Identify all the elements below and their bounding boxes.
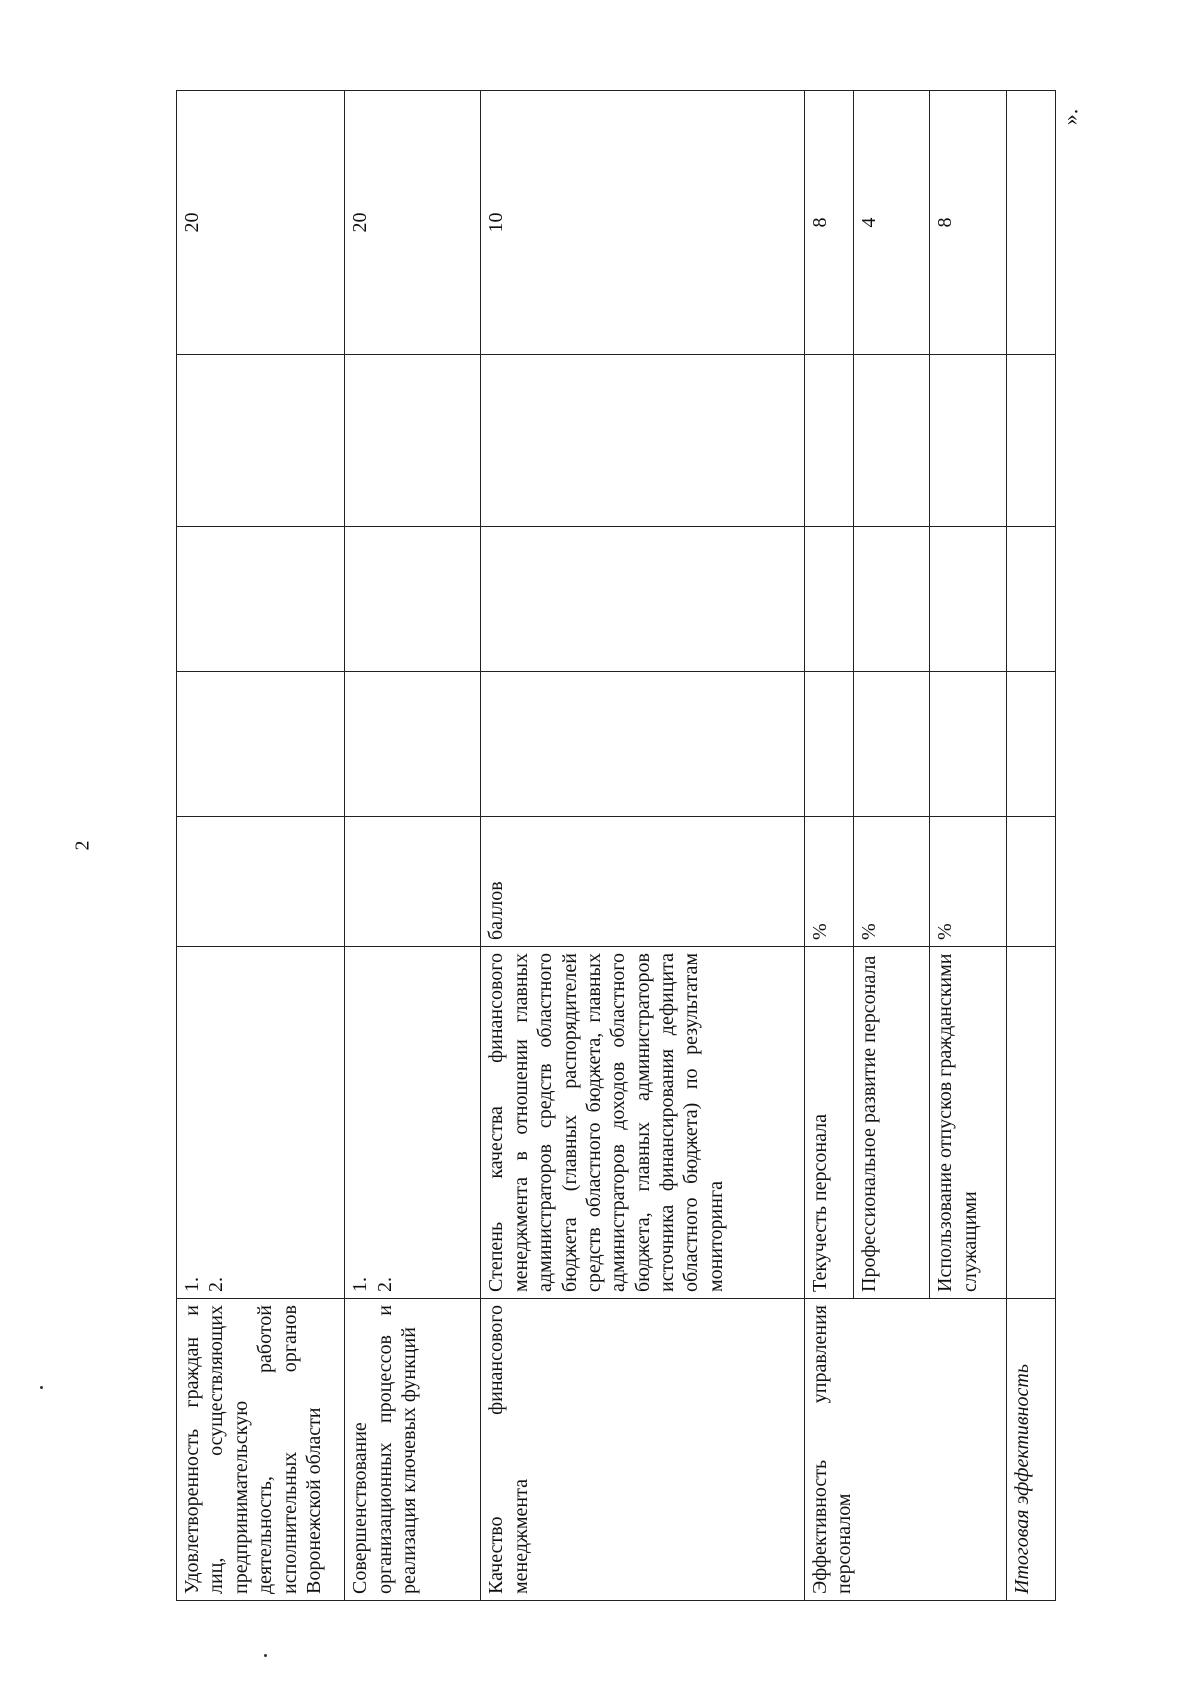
- table-row: [177, 91, 345, 1601]
- indicator-cell: Текучесть персонала: [804, 947, 853, 1299]
- empty-cell: [804, 527, 853, 672]
- table-row: [345, 91, 481, 1601]
- indicator-cell: Степень качества финансового менеджмента в отношении главных администраторов средств областного бюджета (главных распорядителей средств областного бюджета, главных администраторов доходов областного бюджета, главных администраторов источника финансирования дефицита областного бюджета) по результатам мониторинга: [481, 947, 805, 1299]
- empty-cell: [1006, 672, 1055, 817]
- weight-cell: 4: [853, 91, 930, 355]
- criterion-cell: Эффективность управления персоналом: [804, 1299, 1006, 1601]
- weight-cell: 20: [177, 91, 345, 355]
- empty-cell: [804, 672, 853, 817]
- empty-cell: [930, 672, 1007, 817]
- weight-cell: 10: [481, 91, 805, 355]
- page-number: 2: [71, 840, 94, 851]
- rotated-table-frame: [176, 91, 1056, 1601]
- scan-speck: [264, 1654, 267, 1657]
- unit-cell: [345, 817, 481, 947]
- weight-cell: 20: [345, 91, 481, 355]
- empty-cell: [930, 527, 1007, 672]
- empty-cell: [345, 527, 481, 672]
- empty-cell: [930, 355, 1007, 527]
- indicator-cell: Профессиональное развитие персонала: [853, 947, 930, 1299]
- empty-cell: [177, 355, 345, 527]
- empty-cell: [804, 355, 853, 527]
- empty-cell: [853, 527, 930, 672]
- weight-cell: 8: [930, 91, 1007, 355]
- unit-cell: %: [853, 817, 930, 947]
- empty-cell: [481, 672, 805, 817]
- empty-cell: [1006, 355, 1055, 527]
- criterion-cell: Качество финансового менеджмента: [481, 1299, 805, 1601]
- empty-cell: [1006, 817, 1055, 947]
- unit-cell: баллов: [481, 817, 805, 947]
- scan-speck: [40, 1386, 43, 1389]
- unit-cell: %: [930, 817, 1007, 947]
- indicator-cell: 1. 2.: [345, 947, 481, 1299]
- empty-cell: [853, 355, 930, 527]
- criterion-cell: Совершенствование организационных процессов и реализация ключевых функций: [345, 1299, 481, 1601]
- indicator-cell: 1. 2.: [177, 947, 345, 1299]
- empty-cell: [481, 527, 805, 672]
- empty-cell: [1006, 91, 1055, 355]
- unit-cell: %: [804, 817, 853, 947]
- weight-cell: 8: [804, 91, 853, 355]
- empty-cell: [177, 527, 345, 672]
- unit-cell: [177, 817, 345, 947]
- empty-cell: [345, 672, 481, 817]
- total-row: [1006, 91, 1055, 1601]
- table-row: [481, 91, 805, 1601]
- table-row: [804, 91, 853, 1601]
- empty-cell: [481, 355, 805, 527]
- indicators-table: [176, 90, 1056, 1601]
- empty-cell: [177, 672, 345, 817]
- total-label: Итоговая эффективность: [1006, 1299, 1055, 1601]
- empty-cell: [1006, 947, 1055, 1299]
- empty-cell: [345, 355, 481, 527]
- closing-quote-mark: ».: [1057, 108, 1083, 126]
- criterion-cell: Удовлетворенность граждан и лиц, осуществляющих предпринимательскую деятельность, работой исполнительных органов Воронежской области: [177, 1299, 345, 1601]
- empty-cell: [853, 672, 930, 817]
- empty-cell: [1006, 527, 1055, 672]
- indicator-cell: Использование отпусков гражданскими служащими: [930, 947, 1007, 1299]
